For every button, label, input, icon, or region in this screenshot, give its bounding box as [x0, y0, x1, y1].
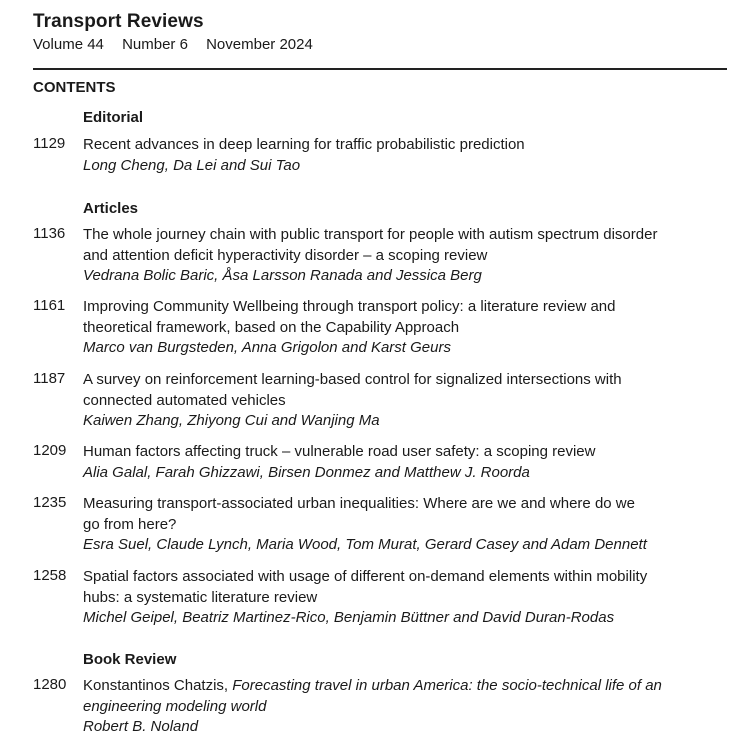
entry-body	[83, 494, 723, 556]
header-divider	[33, 68, 727, 70]
page-number: 1235	[33, 494, 67, 511]
article-title-continued[interactable]: theoretical framework, based on the Capability Approach	[83, 318, 460, 336]
date-label: November 2024	[206, 36, 313, 53]
number-label: Number 6	[122, 36, 188, 53]
entry-body	[83, 370, 723, 432]
page-number: 1280	[33, 676, 67, 693]
page-number: 1258	[33, 567, 67, 584]
article-title[interactable]: Human factors affecting truck – vulnerable road user safety: a scoping review	[83, 443, 596, 460]
article-title[interactable]: Measuring transport-associated urban inequalities: Where are we and where do we	[83, 495, 635, 512]
book-review-title[interactable]	[83, 676, 723, 697]
article-title-continued[interactable]: go from here?	[83, 515, 177, 533]
journal-title: Transport Reviews	[33, 11, 204, 32]
page-number: 1161	[33, 297, 66, 314]
article-title-continued[interactable]: connected automated vehicles	[83, 391, 286, 409]
entry-body	[83, 225, 723, 287]
article-title[interactable]: Recent advances in deep learning for traffic probabilistic prediction	[83, 136, 525, 153]
entry-body	[83, 676, 723, 738]
entry-body	[83, 135, 723, 176]
article-authors: Marco van Burgsteden, Anna Grigolon and Karst Geurs	[83, 339, 451, 356]
review-author: Robert B. Noland	[83, 718, 199, 735]
book-title[interactable]: Forecasting travel in urban America: the socio-technical life of an	[232, 677, 662, 694]
book-author: Konstantinos Chatzis,	[83, 677, 233, 694]
contents-heading: CONTENTS	[33, 79, 116, 96]
issue-info	[33, 36, 327, 53]
article-authors: Vedrana Bolic Baric, Åsa Larsson Ranada and Jessica Berg	[83, 267, 482, 284]
article-authors: Kaiwen Zhang, Zhiyong Cui and Wanjing Ma	[83, 412, 380, 429]
section-heading-book-review: Book Review	[83, 651, 177, 668]
page-number: 1209	[33, 442, 67, 459]
page-number: 1136	[33, 225, 66, 242]
book-title-continued[interactable]: engineering modeling world	[83, 697, 267, 715]
volume-label: Volume 44	[33, 36, 104, 53]
page-number: 1129	[33, 135, 66, 152]
article-authors: Alia Galal, Farah Ghizzawi, Birsen Donmez and Matthew J. Roorda	[83, 463, 530, 481]
article-title-continued[interactable]: hubs: a systematic literature review	[83, 588, 318, 606]
article-authors: Long Cheng, Da Lei and Sui Tao	[83, 156, 301, 174]
entry-body	[83, 567, 723, 629]
article-title[interactable]: Improving Community Wellbeing through transport policy: a literature review and	[83, 298, 616, 315]
article-title[interactable]: The whole journey chain with public transport for people with autism spectrum disorder	[83, 226, 658, 243]
entry-body	[83, 442, 723, 483]
section-heading-articles: Articles	[83, 200, 139, 217]
article-title[interactable]: Spatial factors associated with usage of different on-demand elements within mobility	[83, 568, 648, 585]
article-title-continued[interactable]: and attention deficit hyperactivity disorder – a scoping review	[83, 246, 488, 264]
article-authors: Michel Geipel, Beatriz Martinez-Rico, Benjamin Büttner and David Duran-Rodas	[83, 609, 615, 626]
section-heading-editorial: Editorial	[83, 109, 144, 126]
page-number: 1187	[33, 370, 66, 387]
article-authors: Esra Suel, Claude Lynch, Maria Wood, Tom Murat, Gerard Casey and Adam Dennett	[83, 536, 647, 553]
entry-body	[83, 297, 723, 359]
article-title[interactable]: A survey on reinforcement learning-based control for signalized intersections with	[83, 371, 622, 388]
